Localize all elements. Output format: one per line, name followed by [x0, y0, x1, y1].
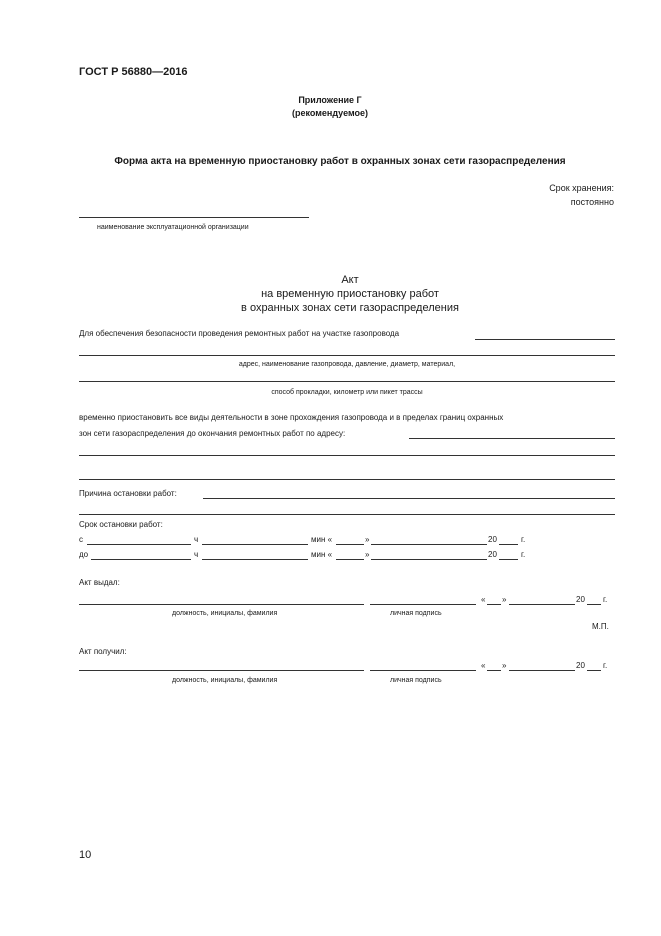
to-month-field[interactable] [371, 559, 487, 560]
received-signature-field[interactable] [370, 670, 476, 671]
issued-date-close: » [502, 595, 507, 604]
received-signature-caption: личная подпись [390, 677, 442, 684]
issued-year-suffix: г. [603, 595, 608, 604]
to-minute-field[interactable] [202, 559, 308, 560]
to-hour-field[interactable] [91, 559, 191, 560]
received-position-caption: должность, инициалы, фамилия [172, 677, 278, 684]
method-caption: способ прокладки, километр или пикет трассы [271, 389, 423, 396]
work-address-line-3[interactable] [79, 479, 615, 480]
from-month-field[interactable] [371, 544, 487, 545]
received-day-field[interactable] [487, 670, 501, 671]
from-year-field[interactable] [499, 544, 518, 545]
form-title: Форма акта на временную приостановку работ в охранных зонах сети газораспределения [114, 156, 566, 167]
page-number: 10 [79, 849, 92, 861]
received-date-close: » [502, 661, 507, 670]
address-caption: адрес, наименование газопровода, давление, диаметр, материал, [238, 361, 456, 368]
issued-label: Акт выдал: [79, 578, 120, 587]
suspend-text-2: зон сети газораспределения до окончания ремонтных работ по адресу: [79, 429, 346, 438]
appendix-title: Приложение Г [298, 95, 362, 105]
reason-label: Причина остановки работ: [79, 489, 177, 498]
pipeline-section-line[interactable] [475, 339, 615, 340]
from-minute-label: мин « [311, 535, 333, 544]
to-quote-close: » [365, 550, 370, 559]
issued-date-open: « [481, 595, 486, 604]
issued-day-field[interactable] [487, 604, 501, 605]
act-subtitle-2: в охранных зонах сети газораспределения [241, 302, 459, 314]
issued-position-caption: должность, инициалы, фамилия [172, 610, 278, 617]
received-date-open: « [481, 661, 486, 670]
to-year-field[interactable] [499, 559, 518, 560]
received-year-suffix: г. [603, 661, 608, 670]
to-day-field[interactable] [336, 559, 364, 560]
from-label: с [79, 535, 83, 544]
from-hour-field[interactable] [87, 544, 191, 545]
to-label: до [79, 550, 89, 559]
received-year-field[interactable] [587, 670, 601, 671]
work-address-line-2[interactable] [79, 455, 615, 456]
retention-label: Срок хранения: [549, 183, 614, 193]
reason-line-1[interactable] [203, 498, 615, 499]
from-day-field[interactable] [336, 544, 364, 545]
issued-signature-caption: личная подпись [390, 610, 442, 617]
to-minute-label: мин « [311, 550, 333, 559]
seal-mark: М.П. [592, 622, 609, 631]
from-year-prefix: 20 [488, 535, 497, 544]
to-year-prefix: 20 [488, 550, 497, 559]
from-minute-field[interactable] [202, 544, 308, 545]
received-position-field[interactable] [79, 670, 364, 671]
to-year-suffix: г. [521, 550, 526, 559]
issued-signature-field[interactable] [370, 604, 476, 605]
from-quote-close: » [365, 535, 370, 544]
retention-value: постоянно [570, 197, 614, 207]
received-label: Акт получил: [79, 647, 127, 656]
work-address-line-1[interactable] [409, 438, 615, 439]
issued-position-field[interactable] [79, 604, 364, 605]
from-hour-label: ч [194, 535, 199, 544]
appendix-status: (рекомендуемое) [292, 108, 368, 118]
act-subtitle-1: на временную приостановку работ [261, 288, 439, 300]
org-caption: наименование эксплуатационной организации [97, 224, 249, 231]
from-year-suffix: г. [521, 535, 526, 544]
period-label: Срок остановки работ: [79, 520, 163, 529]
reason-line-2[interactable] [79, 514, 615, 515]
suspend-text-1: временно приостановить все виды деятельности в зоне прохождения газопровода и в пределах границ охранных [79, 413, 504, 422]
address-line[interactable] [79, 355, 615, 356]
issued-year-field[interactable] [587, 604, 601, 605]
received-year-prefix: 20 [576, 661, 585, 670]
method-line[interactable] [79, 381, 615, 382]
safety-text: Для обеспечения безопасности проведения ремонтных работ на участке газопровода [79, 329, 400, 338]
issued-year-prefix: 20 [576, 595, 585, 604]
received-month-field[interactable] [509, 670, 575, 671]
to-hour-label: ч [194, 550, 199, 559]
act-title: Акт [341, 274, 359, 286]
org-name-line[interactable] [79, 217, 309, 218]
issued-month-field[interactable] [509, 604, 575, 605]
standard-number: ГОСТ Р 56880—2016 [79, 66, 188, 78]
